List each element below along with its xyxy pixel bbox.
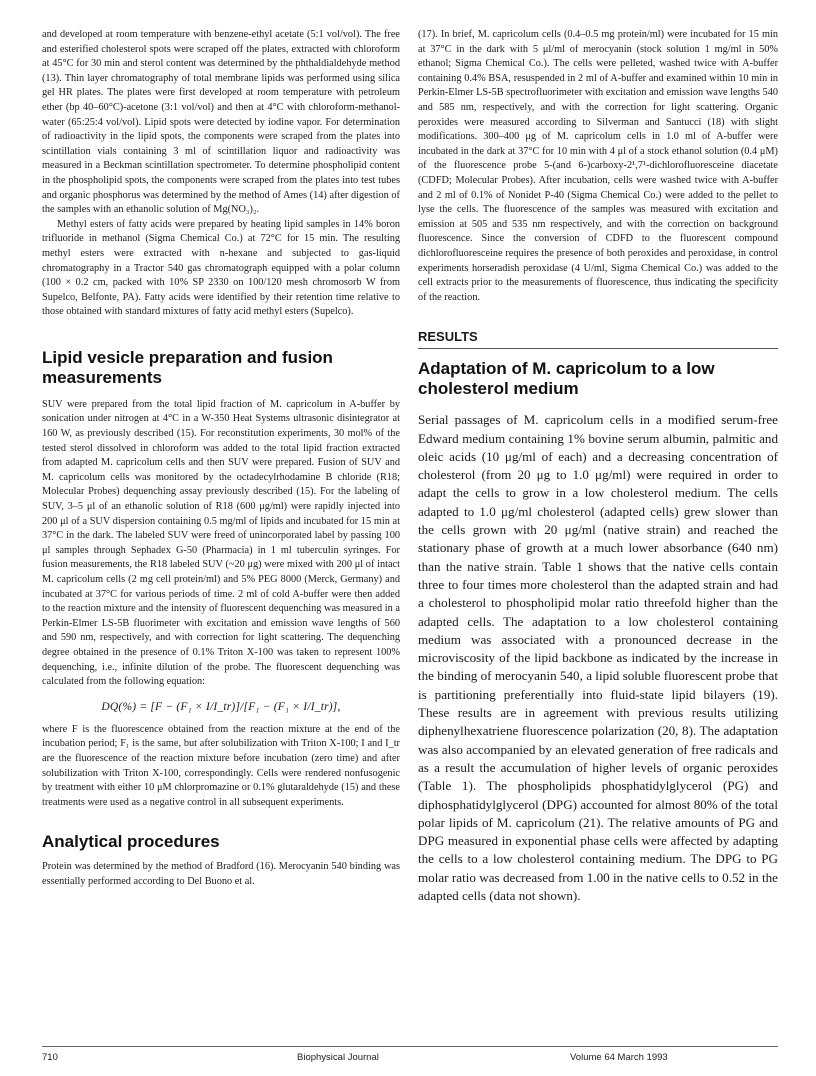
page-footer — [42, 1052, 778, 1066]
serial-passages-paragraph: Serial passages of M. capricolum cells in a modified serum-free Edward medium containing 1% bovine serum albumin, palmitic and oleic acids (10 μg/ml of each) and a decreasing concentration of cholesterol (from 20 μg to 1.0 μg/ml) were required in order to adapt the cells to grow in a low cholesterol medium. The cells adapted to 1.0 μg/ml cholesterol (adapted cells) grew slower than the cells grown with 20 μg/ml (native strain) and reached the stationary phase of growth at a much lower absorbance (640 nm) than the native strain. Table 1 shows that the native cells contain three to four times more cholesterol than the adapted strain and had a cholesterol to phospholipid molar ratio threefold higher than the adapted cells. The adaptation to a low cholesterol containing medium was associated with a pronounced decrease in the microviscosity of the lipid backbone as indicated by the increase in the binding of merocyanin 540, a lipid soluble fluorescent probe that is partitioning preferentially into fluid-state lipid bilayers (19). These results are in agreement with previous results utilizing diphenylhexatriene fluorescence polarization (20, 8). The adaptation was also accompanied by an elevated generation of free radicals and as a result the accumulation of higher levels of organic peroxides (Table 1). The phospholipids phosphatidylglycerol (PG) and diphosphatidylglycerol (DPG) accounted for almost 80% of the total polar lipids of M. capricolum (21). The relative amounts of PG and DPG measured in exponential phase cells were affected by adapting the cells to a low cholesterol containing medium. The DPG to PG molar ratio was decreased from 1.00 in the native cells to 0.52 in the adapted cells (data not shown). — [418, 412, 778, 903]
left-column — [42, 28, 400, 890]
page-number: 710 — [42, 1052, 58, 1063]
journal-name: Biophysical Journal — [297, 1052, 379, 1063]
protein-paragraph: Protein was determined by the method of Bradford (16). Merocyanin 540 binding was essentially performed according to Del Buono et al. — [42, 861, 400, 887]
suv-paragraph: SUV were prepared from the total lipid fraction of M. capricolum in A-buffer by sonication under nitrogen at 4°C in a W-350 Heat Systems ultrasonic disintegrator at 160 W, as previously described (15). For reconstitution experiments, 30 mol% of the tested sterol dissolved in chloroform was added to the total lipid fraction extracted from adapted M. capricolum cells and then SUV were prepared. Fusion of SUV and M. capricolum cells was monitored by the octadecylrhodamine B chloride (R18; Molecular Probes) dequenching assay previously described (15). For the labeling of SUV, 3–5 μl of an ethanolic solution of R18 (600 μg/ml) were rapidly injected into 200 μl of a SUV dispersion containing 0.5 mg/ml of lipids and incubated for 15 min at 37°C in the dark. The labeled SUV were freed of unincorporated label by passing 100 μl samples through Sephadex G-50 (Pharmacia) in 1 ml tuberculin syringes. For fusion measurements, the R18 labeled SUV (~20 μg) were mixed with 200 μl of intact M. capricolum cells (2 mg cell protein/ml) and 5% PEG 8000 (Merck, Germany) and incubated at 37°C for various periods of time. 2 ml of cold A-buffer were then added to the reaction mixture and the intensity of fluorescent dequenching was measured in a Perkin-Elmer LS-5B fluorimeter with excitation and emission wave lengths of 560 and 590 nm, respectively, and with correction for light scattering. The dequenching degree obtained in the presence of 0.1% Triton X-100 was taken to represent 100% dequenching, i.e., infinite dilution of the probe. The fluorescent dequenching was calculated from the following equation: — [42, 398, 400, 688]
methods-paragraph: and developed at room temperature with benzene-ethyl acetate (5:1 vol/vol). The free and esterified cholesterol spots were scraped off the plates, extracted with chloroform at 45°C for 30 min and sterol content was determined by the phthaldialdehyde method (13). Thin layer chromatography of total membrane lipids was performed using silica gel HR plates. The plates were first developed at room temperature with petroleum ether (bp 40–60°C)-acetone (3:1 vol/vol) and then at 4°C with chloroform-methanol-water (65:25:4 vol/vol). Lipid spots were detected by iodine vapor. For determination of radioactivity in the lipid spots, the components were scraped from the plates into scintillation vials containing 3 ml of scintillation liquor and radioactivity was measured in a Beckman scintillation spectrometer. To determine phospholipid content in the phospholipid spots, the components were scraped from the plates into test tubes and organic phosphorus was determined by the method of Ames (14) after digestion of the samples with an ethanolic solution of Mg(NO₃)₂. — [42, 29, 400, 216]
section-heading-adaptation: Adaptation of M. capricolum to a low cholesterol medium — [418, 359, 715, 399]
results-label: RESULTS — [418, 329, 478, 345]
volume-info: Volume 64 March 1993 — [570, 1052, 668, 1063]
merocyanin-paragraph: (17). In brief, M. capricolum cells (0.4–0.5 mg protein/ml) were incubated for 15 min at 37°C in the dark with 5 μl/ml of merocyanin (stock solution 1 mg/ml in 50% ethanol; Sigma Chemical Co.). The cells were pelleted, washed twice with A-buffer containing 0.4% BSA, resuspended in 2 ml of A-buffer and examined within 10 min in Perkin-Elmer LS-5B spectrofluorimeter with excitation and emission wave lengths 540 and 585 nm, respectively, and with the correction for light scattering. Organic peroxides were measured according to Silverman and Santucci (18) with slight modifications. 300–400 μg of M. capricolum cells in 1.0 ml of A-buffer were incubated in the dark at 37°C for 10 min with 4 μl of a stock ethanol solution (0.4 μM) of the fluorescence probe 5-(and 6-)carboxy-2¹,7¹-dichlorofluoresceine diacetate (CDFD; Molecular Probes). After incubation, cells were washed twice with A-buffer and 2 ml of 0.1% of Nonidet P-40 (Sigma Chemical Co.) were added to the pellet to lyse the cells. The fluorescence of the samples was measured with excitation and emission at 505 and 535 nm respectively, and with the correction on background fluorescence. Since the conversion of CDFD to the fluorescent compound dichlorofluoresceine requires the presence of both peroxides and peroxidase, in control experiments horseradish peroxidase (4 U/ml, Sigma Chemical Co.) was added to the cell extracts prior to the measurements of fluorescence, thus indicating the specificity of the reaction. — [418, 29, 778, 303]
right-column — [418, 28, 778, 905]
section-heading-analytical: Analytical procedures — [42, 832, 220, 852]
equation: DQ(%) = [F − (F₁ × I/I_tr)]/[F₁ − (F₁ × I/I_tr)], — [101, 700, 341, 713]
fatty-acids-paragraph: Methyl esters of fatty acids were prepared by heating lipid samples in 14% boron trifluoride in methanol (Sigma Chemical Co.) at 72°C for 15 min. The resulting methyl esters were extracted with n-hexane and subjected to gas-liquid chromatography in a Tractor 540 gas chromatograph equipped with a polar column (100 × 0.2 cm, packed with 10% SP 2330 on 100/120 mesh chromosorb W from Supelco, Belfonte, PA). Fatty acids were identified by their retention time relative to those obtained with standard mixtures of fatty acid methyl esters (Supelco). — [42, 218, 400, 318]
section-heading-lipid-vesicle: Lipid vesicle preparation and fusion measurements — [42, 347, 333, 387]
where-paragraph: where F is the fluorescence obtained from the reaction mixture at the end of the incubation period; F₁ is the same, but after solubilization with Triton X-100; I and I_tr are the fluorescence of the reaction mixture before incubation (zero time) and after solubilization with Triton X-100, correspondingly. Cells were rendered nonfusogenic by treatment with either 10 μM chlorpromazine or 0.1% glutaraldehyde (15) and these treatments were used as a negative control in all subsequent experiments. — [42, 723, 400, 808]
results-rule — [418, 348, 778, 349]
footer-rule — [42, 1046, 778, 1047]
